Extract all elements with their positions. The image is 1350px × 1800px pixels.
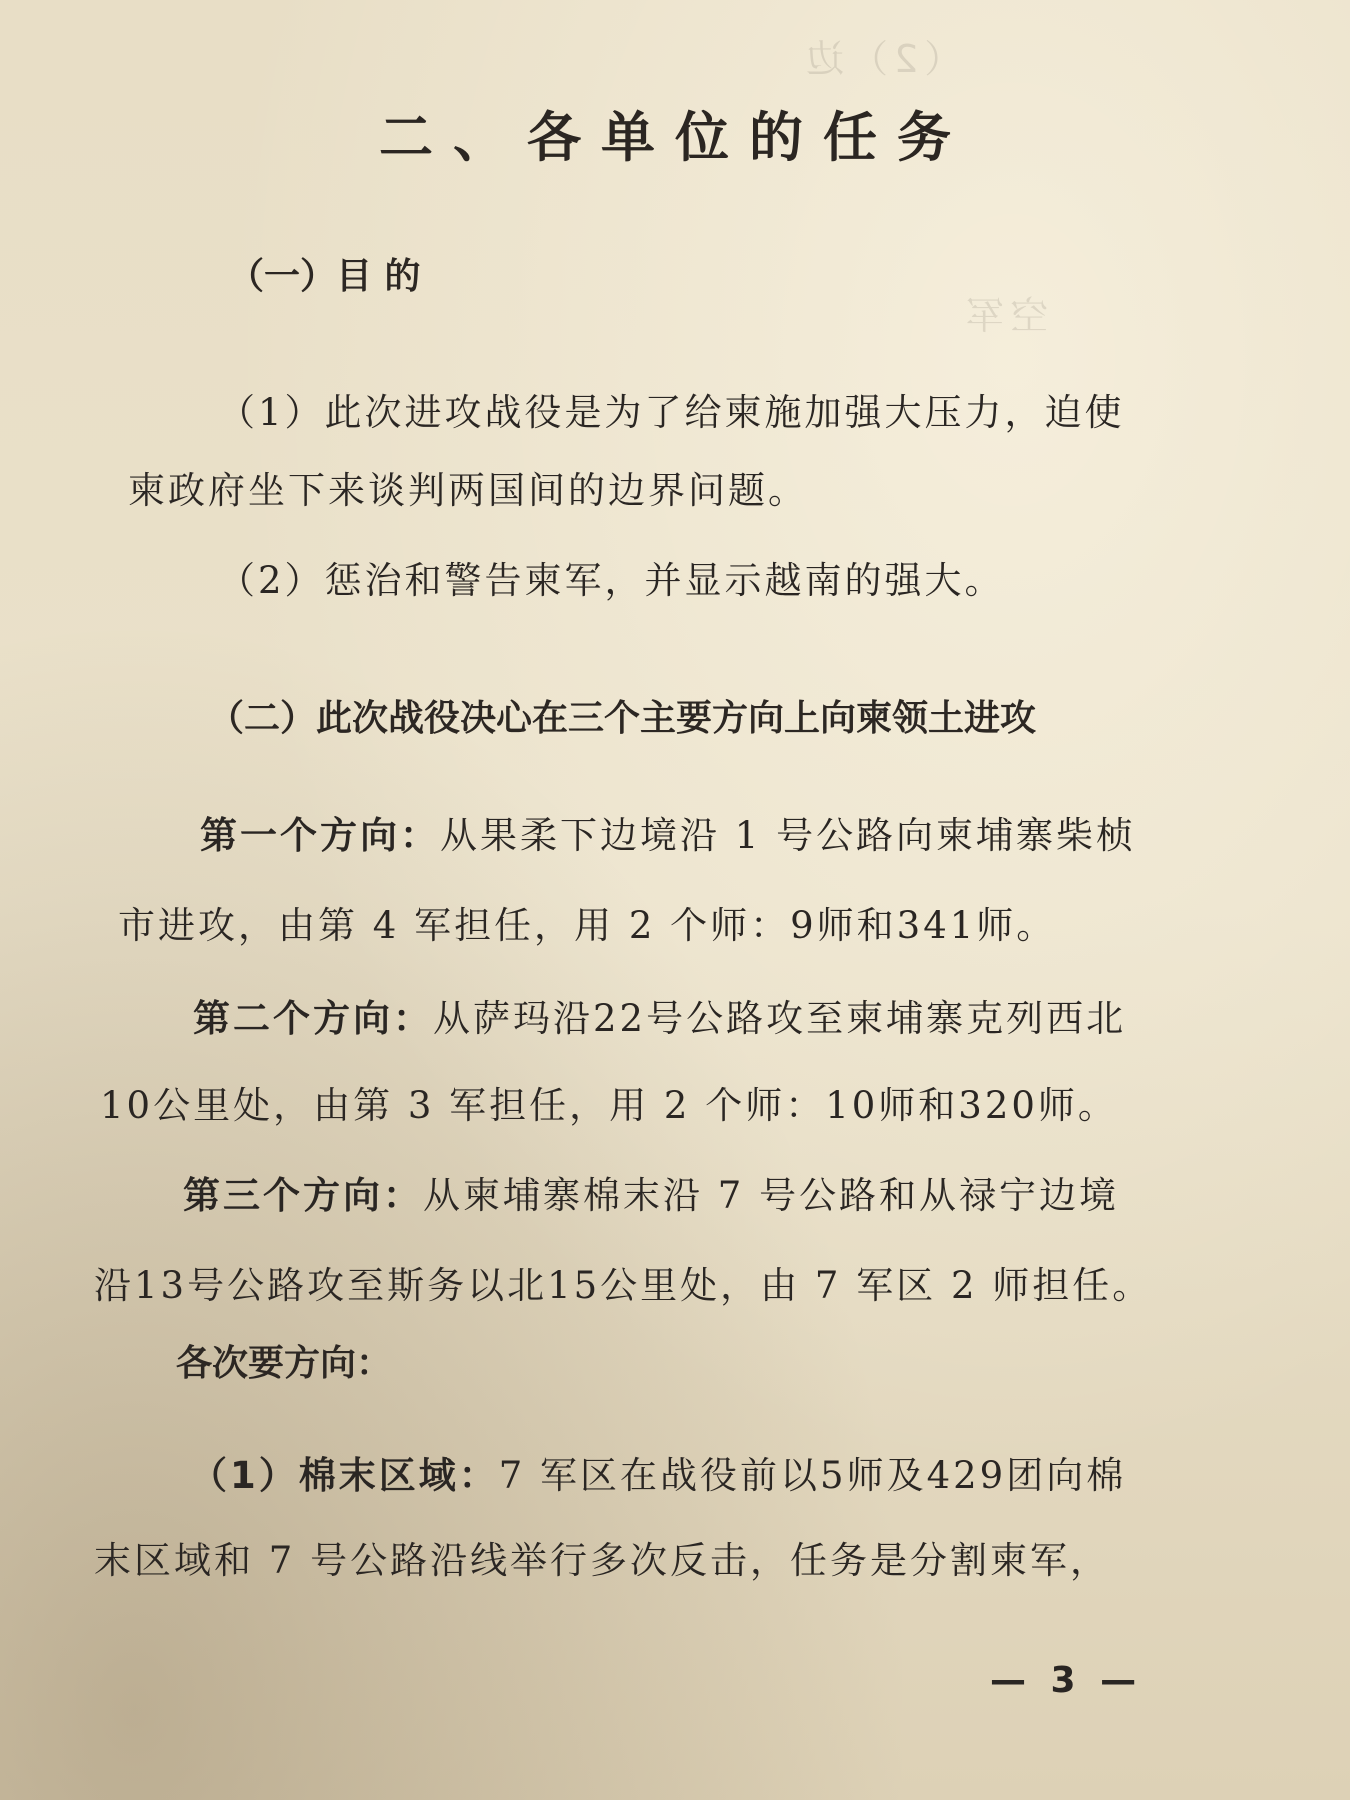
section-heading-purpose: （一）目 的 xyxy=(228,256,421,297)
direction-1-line-2: 市进攻，由第 4 军担任，用 2 个师：9师和341师。 xyxy=(118,904,1057,947)
direction-1-text: 从果柔下边境沿 1 号公路向柬埔寨柴桢 xyxy=(440,814,1137,857)
direction-2-label: 第二个方向： xyxy=(193,997,433,1040)
secondary-item-1-label: （1）棉末区域： xyxy=(190,1454,499,1497)
direction-2-line-1 xyxy=(193,988,1126,1042)
purpose-item-1-line-1: （1）此次进攻战役是为了给柬施加强大压力，迫使 xyxy=(218,391,1125,434)
direction-1-label: 第一个方向： xyxy=(200,814,440,857)
direction-3-line-1 xyxy=(183,1165,1119,1219)
show-through-texture: （2）边 xyxy=(800,37,963,81)
secondary-item-1-text: 7 军区在战役前以5师及429团向棉 xyxy=(498,1454,1127,1497)
secondary-directions-heading: 各次要方向： xyxy=(176,1343,393,1384)
secondary-item-1-line-1 xyxy=(190,1445,1126,1499)
show-through-texture: 空军 xyxy=(960,294,1049,338)
direction-3-label: 第三个方向： xyxy=(183,1174,423,1217)
direction-2-text: 从萨玛沿22号公路攻至柬埔寨克列西北 xyxy=(433,997,1127,1040)
purpose-item-2: （2）惩治和警告柬军，并显示越南的强大。 xyxy=(218,559,1005,602)
secondary-item-1-line-2: 末区域和 7 号公路沿线举行多次反击，任务是分割柬军， xyxy=(94,1539,1111,1582)
section-heading-directions: （二）此次战役决心在三个主要方向上向柬领土进攻 xyxy=(208,698,1037,739)
direction-2-line-2: 10公里处，由第 3 军担任，用 2 个师：10师和320师。 xyxy=(100,1084,1118,1127)
purpose-item-1-line-2: 柬政府坐下来谈判两国间的边界问题。 xyxy=(128,469,808,512)
direction-3-text: 从柬埔寨棉末沿 7 号公路和从禄宁边境 xyxy=(423,1174,1120,1217)
page-title: 二、各单位的任务 xyxy=(379,106,971,169)
page-number: — 3 — xyxy=(990,1660,1143,1701)
direction-3-line-2: 沿13号公路攻至斯务以北15公里处，由 7 军区 2 师担任。 xyxy=(94,1264,1153,1307)
direction-1-line-1 xyxy=(200,805,1136,859)
